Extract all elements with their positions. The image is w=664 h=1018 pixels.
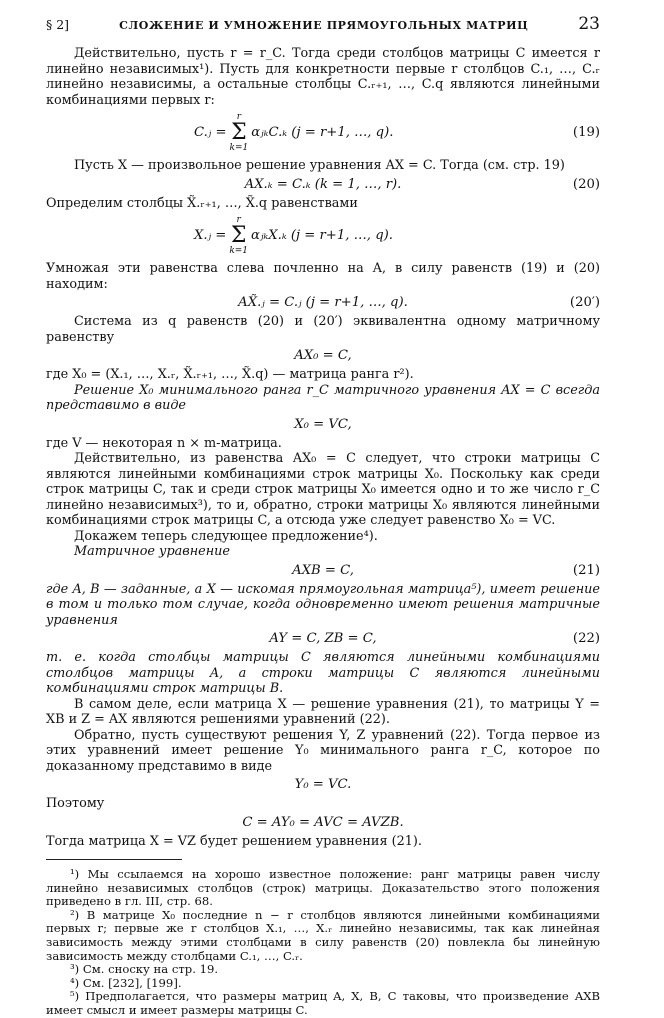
- equation-21: [46, 563, 600, 579]
- eq20p-body: AX̃.ⱼ = C.ⱼ (j = r+1, …, q).: [238, 295, 408, 310]
- paragraph-14: В самом деле, если матрица X — решение уравнения (21), то матрицы Y = XB и Z = AX являются решениями уравнений (22).: [46, 696, 600, 727]
- eqdef-summation: [229, 216, 248, 256]
- eq22-number: (22): [572, 631, 600, 646]
- footnotes: [46, 868, 600, 1018]
- statement-1: Решение X₀ минимального ранга r_C матричного уравнения AX = C всегда представимо в виде: [46, 382, 600, 413]
- footnote-5: ⁵) Предполагается, что размеры матриц A, X, B, C таковы, что произведение AXB имеет смысл и имеет размеры матрицы C.: [46, 989, 600, 1017]
- eq19-lhs: C.ⱼ =: [194, 125, 227, 140]
- eqdef-sum-bottom: k=1: [229, 246, 249, 256]
- paragraph-10: Докажем теперь следующее предложение⁴).: [74, 528, 378, 544]
- eq-chain-body: C = AY₀ = AVC = AVZB.: [242, 814, 404, 830]
- eq21-body: AXB = C,: [292, 562, 354, 578]
- paragraph-2: Пусть X — произвольное решение уравнения AX = C. Тогда (см. стр. 19): [74, 158, 565, 173]
- footnote-4: ⁴) См. [232], [199].: [70, 975, 182, 990]
- equation-def: [46, 214, 600, 258]
- eq-y0vc-body: Y₀ = VC.: [294, 777, 352, 792]
- statement-2-intro: Матричное уравнение: [74, 544, 230, 559]
- equation-chain: [46, 815, 600, 831]
- paragraph-15: Обратно, пусть существуют решения Y, Z уравнений (22). Тогда первое из этих уравнений имеет решение Y₀ минимального ранга r_C, которое по доказанному представимо в виде: [46, 727, 600, 774]
- equation-ax0: [46, 348, 600, 364]
- equation-x0vc: [46, 417, 600, 433]
- eq-x0vc-body: X₀ = VC,: [294, 416, 352, 432]
- statement-2-body: где A, B — заданные, а X — искомая прямоугольная матрица⁵), имеет решение в том и только том случае, когда одновременно имеют решения матричные уравнения: [46, 581, 600, 628]
- page: [46, 14, 600, 1018]
- page-number: 23: [578, 14, 600, 34]
- paragraph-5: Система из q равенств (20) и (20′) эквивалентна одному матричному равенству: [46, 314, 600, 345]
- equation-20-prime: [46, 295, 600, 311]
- eq21-number: (21): [572, 562, 600, 578]
- eq19-number: (19): [572, 125, 600, 140]
- paragraph-3: Определим столбцы X̃.ᵣ₊₁, …, X̃.q равенствами: [46, 195, 358, 211]
- eqdef-sigma: Σ: [230, 223, 247, 248]
- equation-19: [46, 111, 600, 155]
- eq-ax0-body: AX₀ = C,: [294, 348, 352, 363]
- eq20-number: (20): [572, 176, 600, 192]
- eqdef-rhs: αⱼₖX.ₖ (j = r+1, …, q).: [251, 228, 393, 243]
- equation-20: [46, 177, 600, 193]
- eq20p-number: (20′): [569, 295, 600, 310]
- paragraph-6: где X₀ = (X.₁, …, X.ᵣ, X̃.ᵣ₊₁, …, X̃.q) — матрица ранга r²).: [46, 367, 414, 382]
- eq19-sum-bottom: k=1: [229, 143, 249, 153]
- eq22-body: AY = C, ZB = C,: [269, 631, 377, 646]
- footnote-divider: [46, 859, 182, 860]
- running-title: СЛОЖЕНИЕ И УМНОЖЕНИЕ ПРЯМОУГОЛЬНЫХ МАТРИЦ: [119, 19, 529, 32]
- eq20-body: AX.ₖ = C.ₖ (k = 1, …, r).: [244, 176, 402, 192]
- eq19-sigma: Σ: [231, 120, 247, 145]
- statement-2-conclusion: т. е. когда столбцы матрицы C являются линейными комбинациями столбцов матрицы A, а строки матрицы C являются линейными комбинациями строк матрицы B.: [46, 650, 600, 696]
- eq19-rhs: αⱼₖC.ₖ (j = r+1, …, q).: [251, 125, 394, 140]
- eqdef-sum-top: r: [236, 215, 241, 225]
- footnote-3: ³) См. сноску на стр. 19.: [70, 962, 219, 977]
- footnote-2: ²) В матрице X₀ последние n − r столбцов являются линейными комбинациями первых r; первые же r столбцов X.₁, …, X.ᵣ линейно независимы, так как линейная зависимость между этими столбцами в силу равенств (20) повлекла бы линейную зависимость между столбцами C.₁, …, C.ᵣ.: [46, 907, 600, 963]
- eq19-sum-top: r: [236, 112, 242, 122]
- equation-22: [46, 631, 600, 647]
- paragraph-16: Поэтому: [46, 796, 105, 811]
- running-header: [46, 14, 600, 36]
- eqdef-lhs: X.ⱼ =: [194, 228, 227, 243]
- equation-y0vc: [46, 777, 600, 793]
- footnote-1: ¹) Мы ссылаемся на хорошо известное положение: ранг матрицы равен числу линейно независимых столбцов (строк) матрицы. Доказательство этого положения приведено в гл. III, стр. 68.: [46, 867, 600, 909]
- paragraph-17: Тогда матрица X = VZ будет решением уравнения (21).: [46, 833, 422, 849]
- paragraph-1: Действительно, пусть r = r_C. Тогда среди столбцов матрицы C имеется r линейно независимых¹). Пусть для конкретности первые r столбцов C.₁, …, C.ᵣ линейно независимы, а остальные столбцы C.ᵣ₊₁, …, C.q являются линейными комбинациями первых r:: [46, 46, 600, 108]
- paragraph-9: Действительно, из равенства AX₀ = C следует, что строки матрицы C являются линейными комбинациями строк матрицы X₀. Поскольку как среди строк матрицы C, так и среди строк матрицы X₀ имеется одно и то же число r_C линейно независимых³), то и, обратно, строки матрицы X₀ являются линейными комбинациями строк матрицы C, а отсюда уже следует равенство X₀ = VC.: [46, 451, 600, 528]
- paragraph-4: Умножая эти равенства слева почленно на A, в силу равенств (19) и (20) находим:: [46, 261, 600, 292]
- eq19-summation: [230, 113, 249, 153]
- section-ref: § 2]: [46, 17, 70, 32]
- paragraph-8: где V — некоторая n × m-матрица.: [46, 435, 282, 451]
